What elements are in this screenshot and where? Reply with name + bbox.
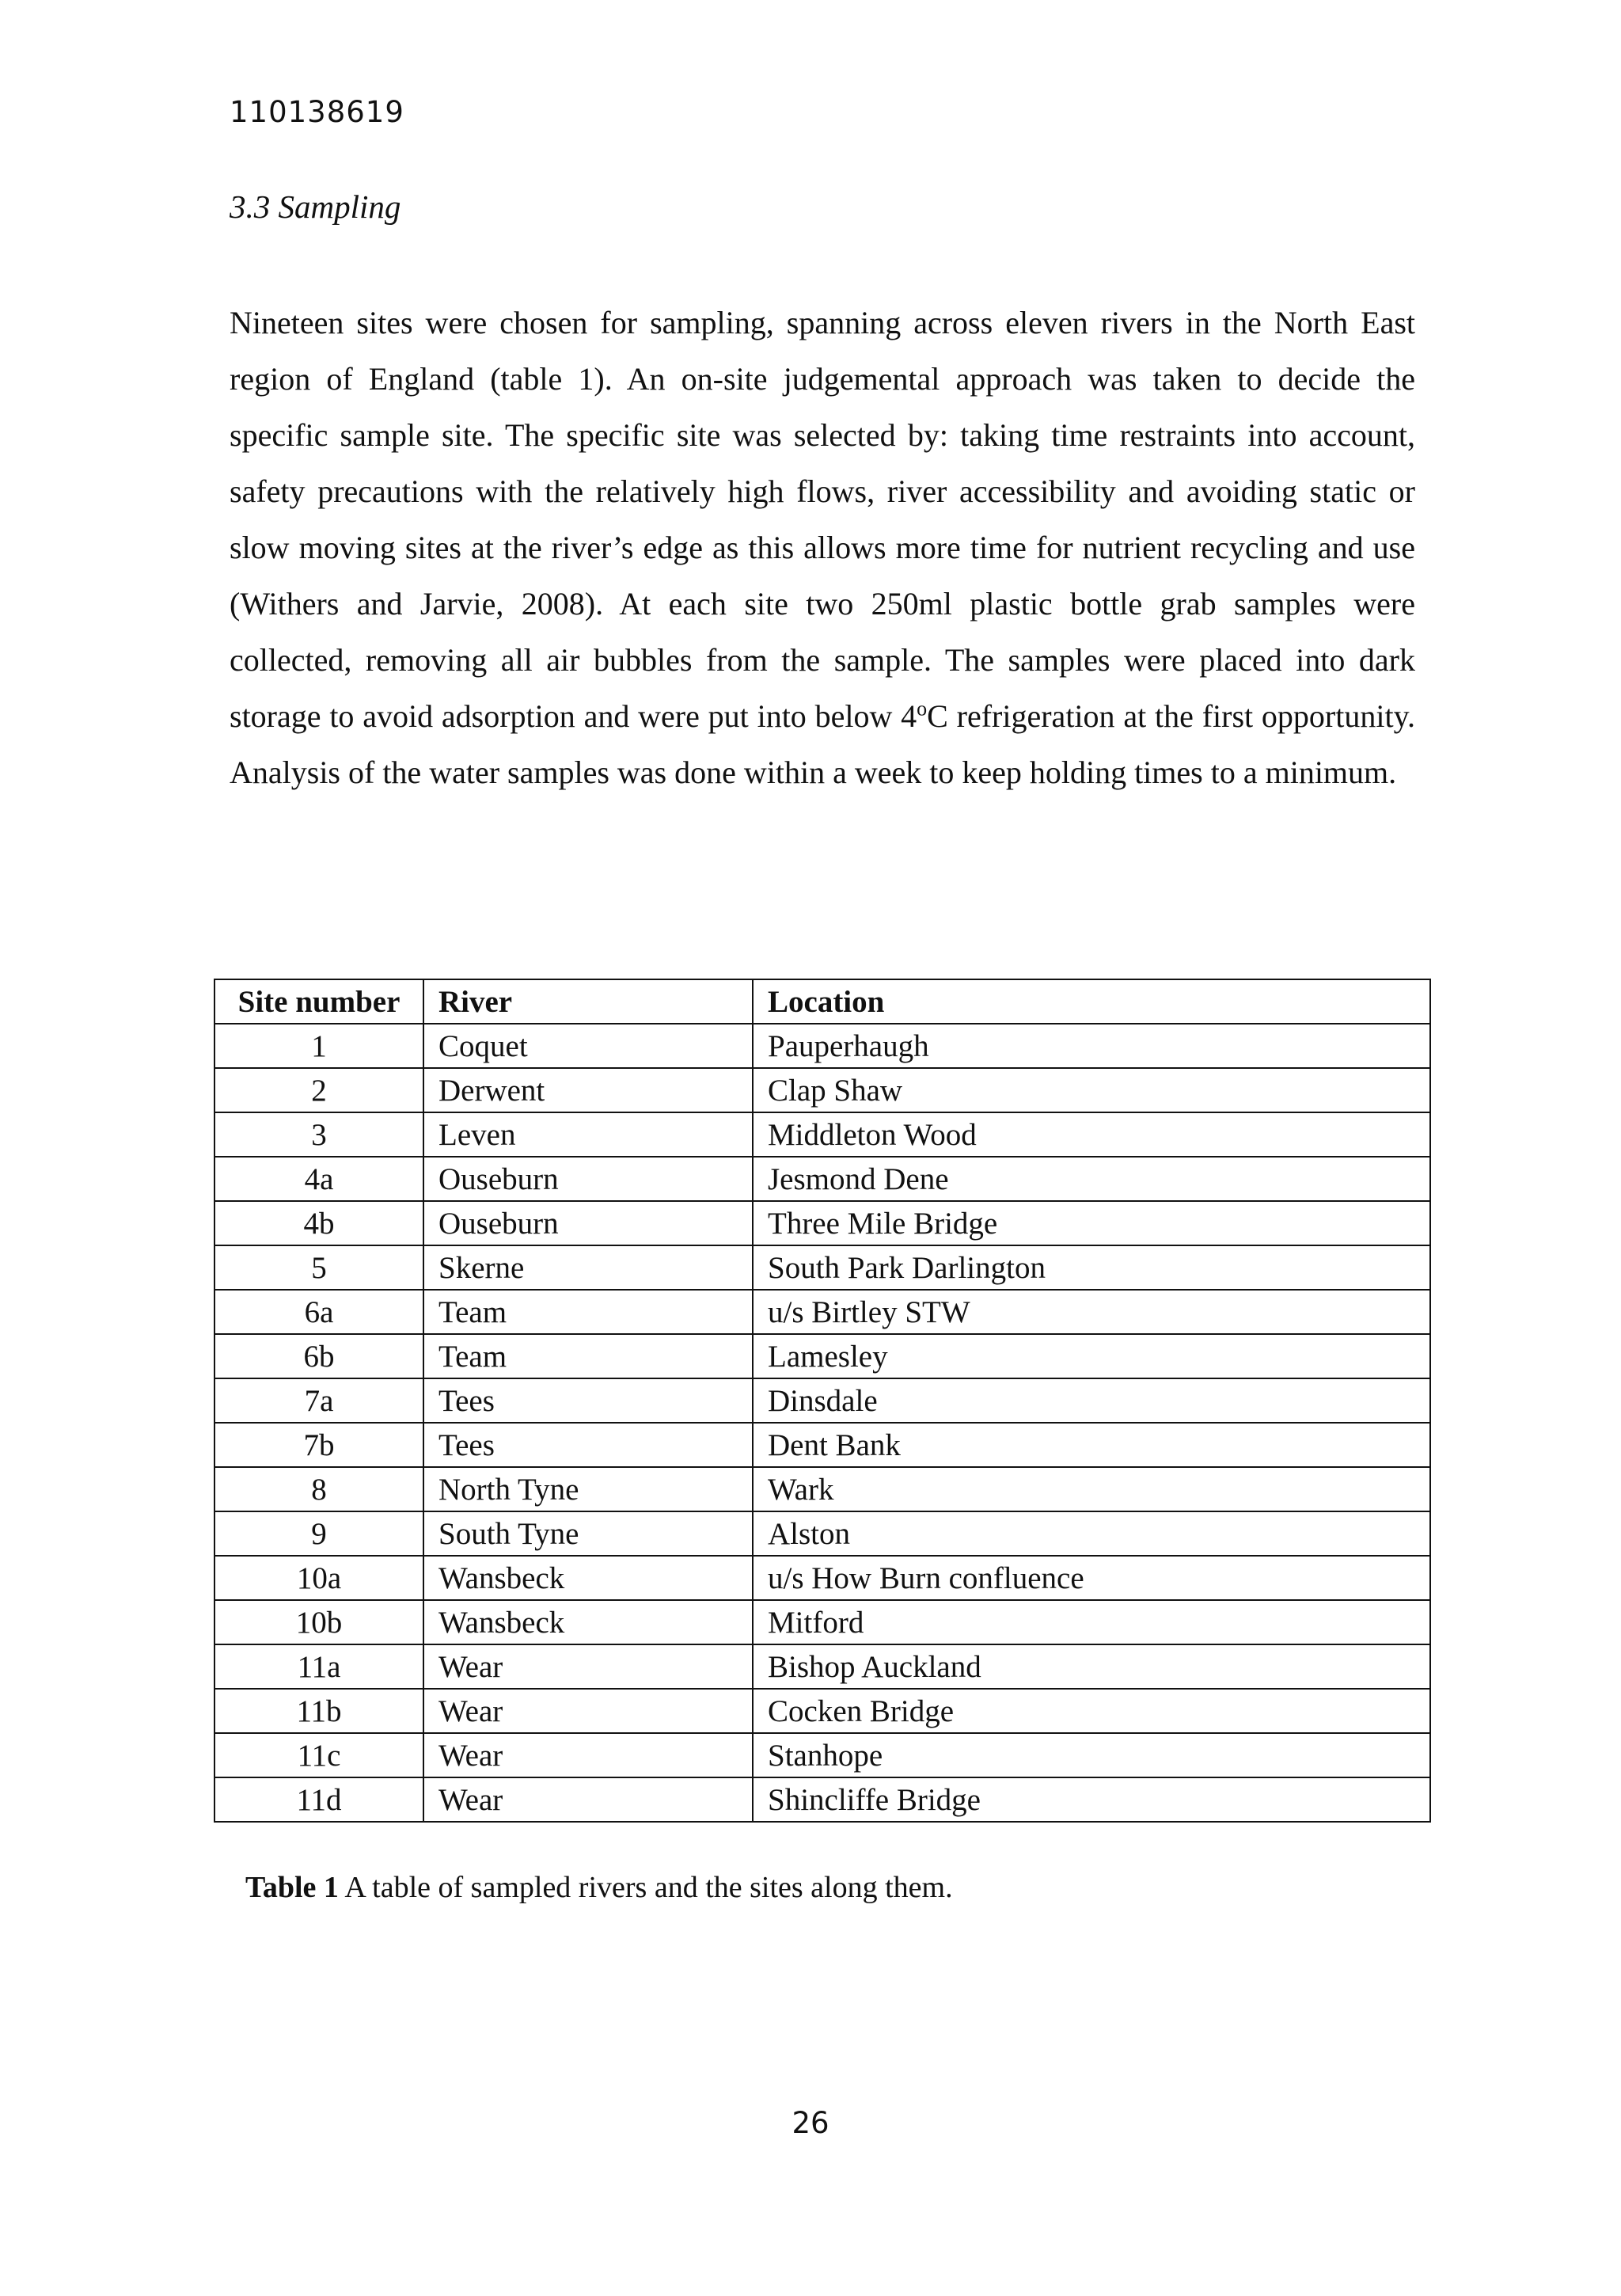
body-paragraph [230, 295, 1415, 800]
table-row [214, 1644, 1430, 1689]
cell-location: Mitford [753, 1600, 1430, 1644]
cell-location: Lamesley [753, 1334, 1430, 1378]
table-row [214, 1600, 1430, 1644]
cell-location: Middleton Wood [753, 1112, 1430, 1157]
cell-river: Derwent [423, 1068, 753, 1112]
caption-text: A table of sampled rivers and the sites along them. [338, 1871, 953, 1904]
cell-location: u/s Birtley STW [753, 1290, 1430, 1334]
cell-river: Team [423, 1334, 753, 1378]
cell-location: Three Mile Bridge [753, 1201, 1430, 1245]
cell-location: Shincliffe Bridge [753, 1777, 1430, 1822]
cell-site-number: 4a [214, 1157, 423, 1201]
table-row [214, 1201, 1430, 1245]
cell-location: Clap Shaw [753, 1068, 1430, 1112]
cell-site-number: 11d [214, 1777, 423, 1822]
document-id: 110138619 [230, 95, 404, 129]
table-row [214, 1112, 1430, 1157]
table-row [214, 1024, 1430, 1068]
cell-location: Cocken Bridge [753, 1689, 1430, 1733]
caption-label: Table 1 [245, 1871, 339, 1904]
cell-site-number: 11c [214, 1733, 423, 1777]
table-row [214, 1733, 1430, 1777]
cell-river: Wear [423, 1777, 753, 1822]
cell-location: Bishop Auckland [753, 1644, 1430, 1689]
table-body [214, 1024, 1430, 1822]
cell-site-number: 2 [214, 1068, 423, 1112]
cell-river: Wansbeck [423, 1600, 753, 1644]
cell-location: u/s How Burn confluence [753, 1556, 1430, 1600]
cell-river: Ouseburn [423, 1157, 753, 1201]
table-row [214, 1068, 1430, 1112]
table-row [214, 1423, 1430, 1467]
table-row [214, 1334, 1430, 1378]
paragraph-text-part-1: Nineteen sites were chosen for sampling, spanning across eleven rivers in the North East region of England (table 1). An on-site judgemental approach was taken to decide the specific sample site. The specific site was selected by: taking time restraints into account, safety precautions with the relatively high flows, river accessibility and avoiding static or slow moving sites at the river’s edge as this allows more time for nutrient recycling and use (Withers and Jarvie, 2008). At each site two 250ml plastic bottle grab samples were collected, removing all air bubbles from the sample. The samples were placed into dark storage to avoid adsorption and were put into below 4 [230, 305, 1415, 734]
cell-site-number: 11a [214, 1644, 423, 1689]
table-header-row [214, 979, 1430, 1024]
cell-site-number: 9 [214, 1511, 423, 1556]
page-number: 26 [792, 2106, 829, 2140]
table-row [214, 1378, 1430, 1423]
cell-river: Wear [423, 1733, 753, 1777]
table-caption [245, 1870, 953, 1905]
cell-location: South Park Darlington [753, 1245, 1430, 1290]
cell-site-number: 6b [214, 1334, 423, 1378]
table-row [214, 1556, 1430, 1600]
degree-superscript: o [917, 697, 928, 720]
cell-site-number: 6a [214, 1290, 423, 1334]
cell-site-number: 5 [214, 1245, 423, 1290]
cell-site-number: 1 [214, 1024, 423, 1068]
cell-site-number: 11b [214, 1689, 423, 1733]
cell-site-number: 4b [214, 1201, 423, 1245]
cell-location: Alston [753, 1511, 1430, 1556]
cell-location: Dinsdale [753, 1378, 1430, 1423]
section-heading: 3.3 Sampling [230, 188, 401, 225]
table-row [214, 1689, 1430, 1733]
paragraph-text-part-2: C refrigeration at the first opportunity. Analysis of the water samples was done within a week to keep holding times to a minimum. [230, 698, 1415, 790]
cell-location: Jesmond Dene [753, 1157, 1430, 1201]
table-row [214, 1777, 1430, 1822]
cell-site-number: 3 [214, 1112, 423, 1157]
cell-river: Tees [423, 1378, 753, 1423]
header-site-number: Site number [214, 979, 423, 1024]
table-row [214, 1290, 1430, 1334]
cell-river: Skerne [423, 1245, 753, 1290]
cell-location: Stanhope [753, 1733, 1430, 1777]
table-row [214, 1467, 1430, 1511]
cell-river: Tees [423, 1423, 753, 1467]
cell-river: Wansbeck [423, 1556, 753, 1600]
cell-location: Wark [753, 1467, 1430, 1511]
cell-site-number: 10b [214, 1600, 423, 1644]
cell-river: Coquet [423, 1024, 753, 1068]
cell-river: Leven [423, 1112, 753, 1157]
cell-site-number: 10a [214, 1556, 423, 1600]
cell-location: Pauperhaugh [753, 1024, 1430, 1068]
sampling-sites-table [214, 979, 1431, 1823]
cell-location: Dent Bank [753, 1423, 1430, 1467]
header-location: Location [753, 979, 1430, 1024]
cell-site-number: 7a [214, 1378, 423, 1423]
cell-river: Wear [423, 1644, 753, 1689]
table-row [214, 1245, 1430, 1290]
cell-river: South Tyne [423, 1511, 753, 1556]
table-row [214, 1157, 1430, 1201]
cell-river: Wear [423, 1689, 753, 1733]
cell-site-number: 7b [214, 1423, 423, 1467]
table-row [214, 1511, 1430, 1556]
header-river: River [423, 979, 753, 1024]
cell-river: Team [423, 1290, 753, 1334]
cell-river: Ouseburn [423, 1201, 753, 1245]
cell-river: North Tyne [423, 1467, 753, 1511]
cell-site-number: 8 [214, 1467, 423, 1511]
